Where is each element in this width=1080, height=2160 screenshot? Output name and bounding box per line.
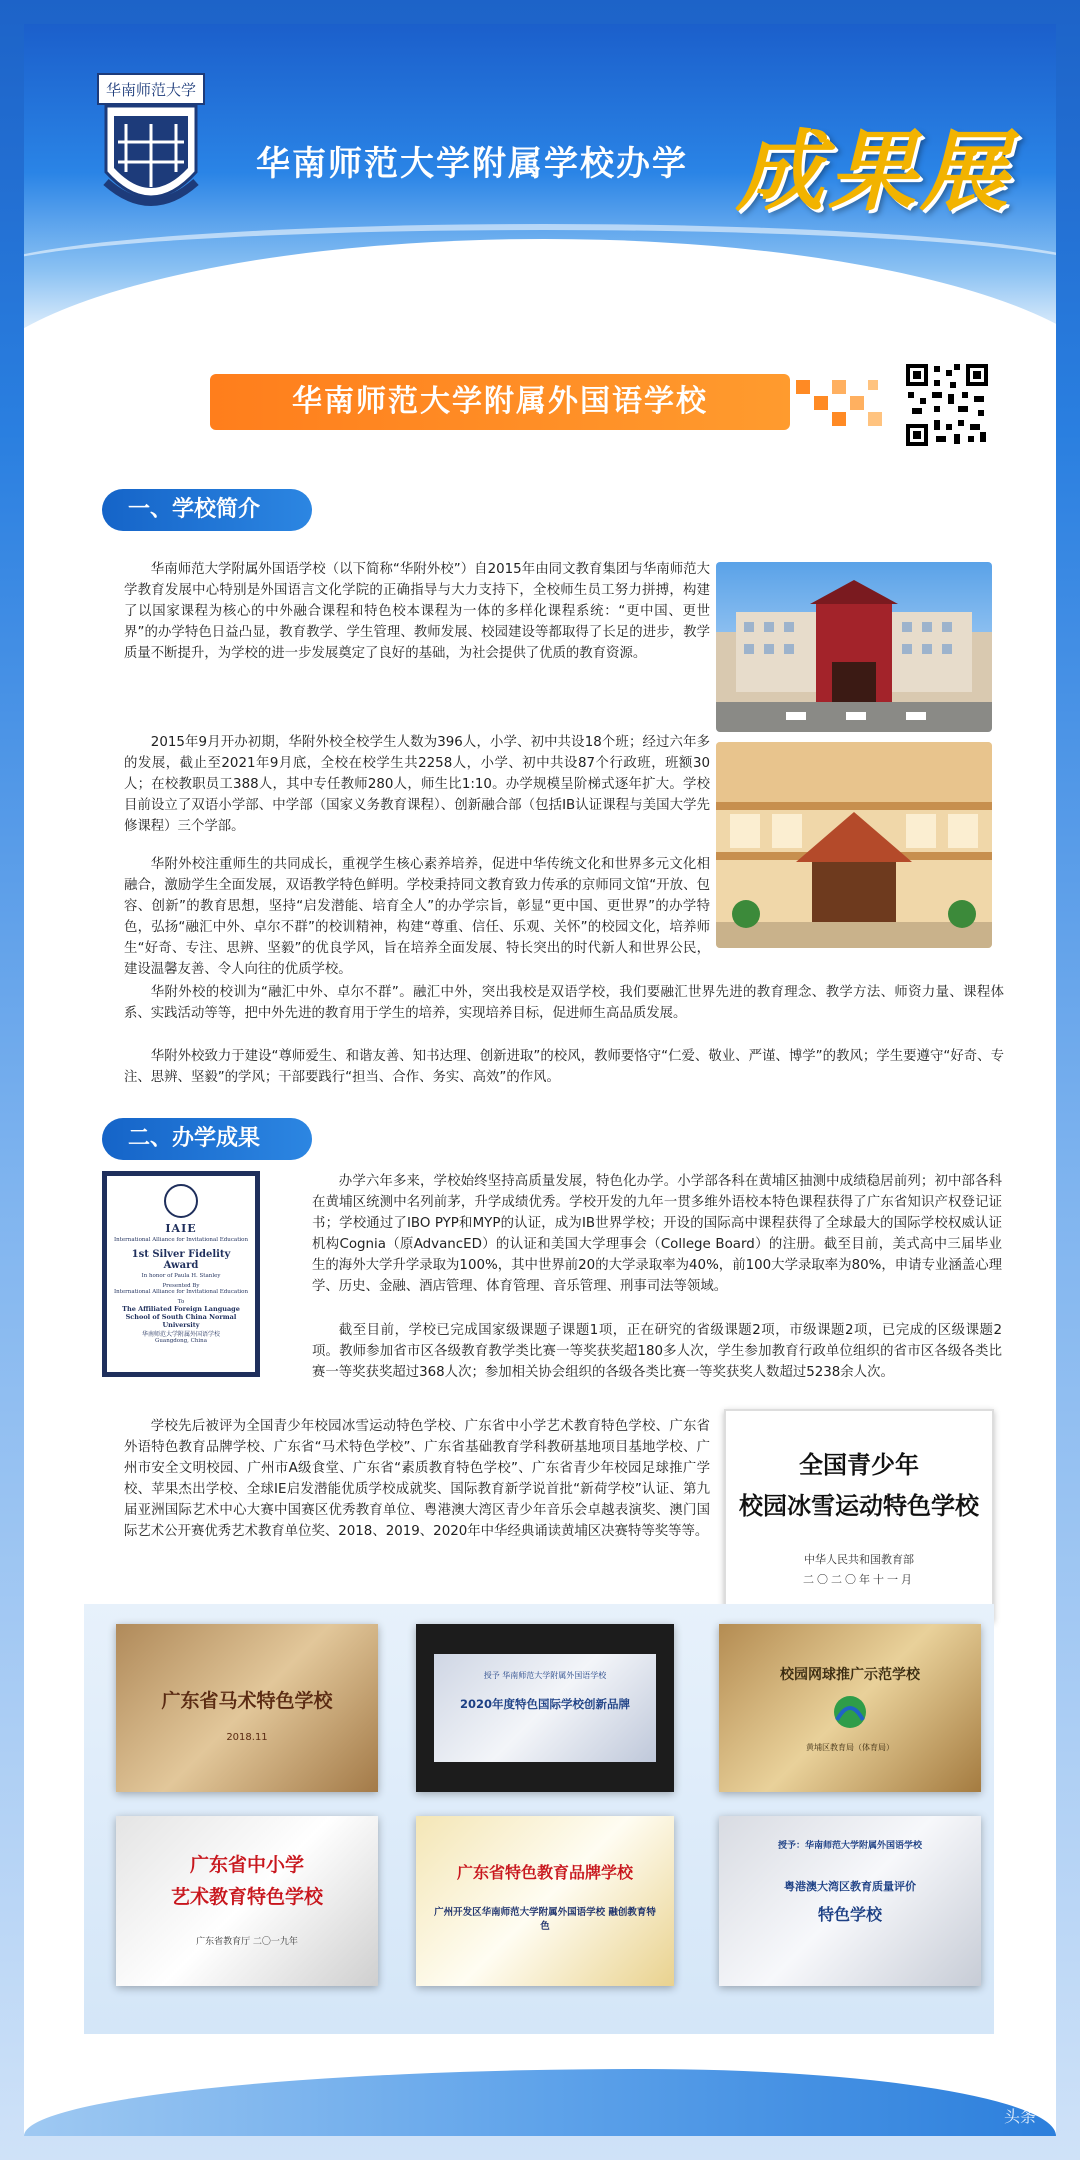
achievement-paragraph-1: 办学六年多来，学校始终坚持高质量发展，特色化办学。小学部各科在黄埔区抽测中成绩稳居前列；初中部各科在黄埔区统测中名列前茅，升学成绩优秀。学校开发的九年一贯多维外语校本特色课程获得了广东省知识产权登记证书；学校通过了IBO PYP和MYP的认证，成为IB世界学校；开设的国际高中课程获得了全球最大的国际学校权威认证机构Cognia（原AdvancED）的认证和美国大学理事会（College Board）的注册。截至目前，美式高中三届毕业生的海外大学升学录取为100%，其中世界前20的大学录取率为40%，前100大学录取率为80%，申请专业涵盖心理学、历史、金融、酒店管理、体育管理、音乐管理、刑事司法等领域。 — [312, 1174, 1002, 1294]
cert-org-full: International Alliance for Invitational Education — [113, 1237, 249, 1243]
cert-org: IAIE — [165, 1222, 197, 1235]
plaque-arts-sub: 广东省教育厅 二〇一九年 — [196, 1937, 298, 1947]
plaque-tennis-title: 校园网球推广示范学校 — [780, 1667, 920, 1683]
school-name-banner — [210, 374, 790, 430]
iaie-seal-icon — [164, 1184, 198, 1218]
achievement-paragraph-3: 学校先后被评为全国青少年校园冰雪运动特色学校、广东省中小学艺术教育特色学校、广东省外语特色教育品牌学校、广东省“马术特色学校”、广东省基础教育学科教研基地项目基地学校、广州市安全文明校园、广州市A级食堂、广东省“素质教育特色学校”、广东省青少年校园足球推广学校、苹果杰出学校、全球IE启发潜能优质学校成就奖、国际教育新学说首批“新荷学校”认证、第九届亚洲国际艺术中心大赛中国赛区优秀教育单位、粤港澳大湾区青少年音乐会卓越表演奖、澳门国际艺术公开赛优秀艺术教育单位奖、2018、2019、2020年中华经典诵读黄埔区决赛特等奖等等。 — [124, 1419, 710, 1539]
cert-place: Guangdong, China — [154, 1338, 207, 1344]
plaque-big-issuer: 中华人民共和国教育部 — [804, 1553, 914, 1566]
plaque-tennis — [719, 1624, 981, 1792]
cert-recipient: The Affiliated Foreign Language School of South China Normal University — [122, 1305, 240, 1329]
intro-paragraph-5: 华附外校致力于建设“尊师爱生、和谐友善、知书达理、创新进取”的校风，教师要恪守“仁爱、敬业、严谨、博学”的教风；学生要遵守“好奇、专注、思辨、坚毅”的学风；干部要践行“担当、合作、务实、高效”的作风。 — [124, 1049, 1004, 1085]
intro-paragraph-4: 华附外校的校训为“融汇中外、卓尔不群”。融汇中外，突出我校是双语学校，我们要融汇世界先进的教育理念、教学方法、师资力量、课程体系、实践活动等等，把中外先进的教育用于学生的培养，实现培养目标，促进师生高品质发展。 — [124, 985, 1004, 1021]
cert-award: 1st Silver Fidelity Award — [131, 1249, 231, 1271]
iaie-certificate — [102, 1171, 260, 1377]
university-logo-icon — [96, 72, 206, 222]
plaque-gba-sub1: 粤港澳大湾区教育质量评价 — [784, 1880, 916, 1893]
watermark-text: 头条 — [1003, 2107, 1036, 2126]
plaque-arts — [116, 1816, 378, 1986]
exhibit-calligraphy: 成果展 — [736, 119, 1013, 223]
plaque-equestrian-title: 广东省马术特色学校 — [161, 1690, 333, 1712]
plaque-intl-brand-sub: 授予 华南师范大学附属外国语学校 — [483, 1671, 607, 1680]
plaque-arts-title1: 广东省中小学 — [189, 1854, 304, 1876]
header-title: 华南师范大学附属学校办学 — [256, 144, 688, 184]
qr-code-icon[interactable] — [904, 362, 990, 448]
intro-paragraph-1: 华南师范大学附属外国语学校（以下简称“华附外校”）自2015年由同文教育集团与华南师范大学教育发展中心特别是外国语言文化学院的正确指导与大力支持下，全校师生员工努力拼搏，构建了以国家课程为核心的中外融合课程和特色校本课程为一体的多样化课程系统：“更中国、更世界”的办学特色日益凸显，教育教学、学生管理、教师发展、校园建设等都取得了长足的进步，教学质量不断提升，为学校的进一步发展奠定了良好的基础，为社会提供了优质的教育资源。 — [124, 562, 710, 661]
footer-wave — [24, 2069, 1056, 2136]
section-heading-achievements: 二、办学成果 — [102, 1118, 312, 1160]
plaque-snow-sports — [724, 1409, 994, 1621]
plaque-gba-evaluation — [719, 1816, 981, 1986]
school-name: 华南师范大学附属外国语学校 — [292, 384, 708, 419]
plaque-edu-brand-sub: 广州开发区华南师范大学附属外国语学校 融创教育特色 — [434, 1907, 656, 1932]
plaque-intl-brand-title: 2020年度特色国际学校创新品牌 — [459, 1697, 630, 1711]
plaque-intl-brand — [416, 1624, 674, 1792]
campus-photo-gate — [716, 562, 992, 732]
plaque-big-line2: 校园冰雪运动特色学校 — [739, 1491, 979, 1520]
plaque-big-line1: 全国青少年 — [799, 1450, 919, 1479]
tennis-emblem-icon — [827, 1692, 873, 1732]
intro-paragraph-2: 2015年9月开办初期，华附外校全校学生人数为396人，小学、初中共设18个班；经过六年多的发展，截止至2021年9月底，全校在校学生共2258人，小学、初中共设87个行政班，班额30人；在校教职员工388人，其中专任教师280人，师生比1:10。办学规模呈阶梯式逐年扩大。学校目前设立了双语小学部、中学部（国家义务教育课程）、创新融合部（包括IB认证课程与美国大学先修课程）三个学部。 — [124, 735, 710, 834]
plaque-arts-title2: 艺术教育特色学校 — [170, 1886, 323, 1908]
cert-presented: Presented By — [162, 1283, 200, 1289]
campus-photo-building — [716, 742, 992, 948]
section-heading-intro: 一、学校简介 — [102, 489, 312, 531]
plaque-gba-sub2: 特色学校 — [817, 1905, 882, 1924]
plaque-equestrian-sub: 2018.11 — [226, 1732, 268, 1743]
plaque-edu-brand — [416, 1816, 674, 1986]
intro-paragraph-3: 华附外校注重师生的共同成长，重视学生核心素养培养，促进中华传统文化和世界多元文化相融合，激励学生全面发展，双语教学特色鲜明。学校秉持同文教育致力传承的京师同文馆“开放、包容、创新”的教育思想，坚持“启发潜能、培育全人”的办学宗旨，彰显“更中国、更世界”的办学特色，弘扬“融汇中外、卓尔不群”的校训精神，构建“尊重、信任、乐观、关怀”的校园文化，培养师生“好奇、专注、思辨、坚毅”的优良学风，旨在培养全面发展、特长突出的时代新人和世界公民，建设温馨友善、令人向往的优质学校。 — [124, 857, 710, 977]
cert-honor: In honor of Paula H. Stanley — [141, 1273, 221, 1279]
banner-checker-decoration — [792, 376, 902, 430]
achievement-paragraph-2: 截至目前，学校已完成国家级课题子课题1项，正在研究的省级课题2项，市级课题2项，已完成的区级课题2项。教师参加省市区各级教育教学类比赛一等奖获奖超180多人次，学生参加教育行政单位组织的省市区各级各类比赛一等奖获奖超过368人次；参加相关协会组织的各级各类比赛一等奖获奖人数超过5238余人次。 — [312, 1323, 1002, 1380]
plaque-big-date: 二〇二〇年十一月 — [803, 1573, 915, 1586]
cert-to: To — [177, 1299, 185, 1305]
logo-text: 华南师范大学 — [105, 81, 197, 99]
plaque-equestrian — [116, 1624, 378, 1792]
cert-presenter: International Alliance for Invitational Education — [113, 1289, 249, 1295]
plaque-edu-brand-title: 广东省特色教育品牌学校 — [456, 1863, 633, 1882]
plaque-gba-title: 授予：华南师范大学附属外国语学校 — [777, 1841, 922, 1851]
plaque-tennis-sub: 黄埔区教育局（体育局） — [806, 1743, 894, 1752]
cert-recipient-cn: 华南师范大学附属外国语学校 — [141, 1331, 220, 1338]
poster-panel — [24, 24, 1056, 2136]
